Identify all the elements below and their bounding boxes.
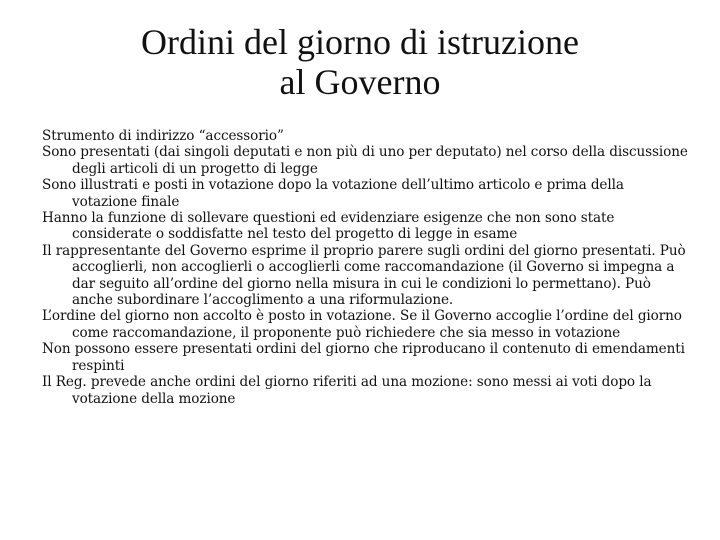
bullet-item: Il rappresentante del Governo esprime il proprio parere sugli ordini del giorno presentati. Può accoglierli, non accoglierli o accoglierli come raccomandazione (il Governo si impegna a dar seguito all’ordine del giorno nella misura in cui le condizioni lo permettano). Può anche subordinare l’accoglimento a una riformulazione. — [42, 242, 686, 309]
slide-title — [40, 22, 680, 102]
slide-title-line-2: al Governo — [279, 62, 441, 102]
slide-title-line-1: Ordini del giorno di istruzione — [141, 22, 579, 62]
bullet-item: Strumento di indirizzo “accessorio” — [42, 128, 284, 144]
bullet-item: Hanno la funzione di sollevare questioni ed evidenziare esigenze che non sono state considerate o soddisfatte nel testo del progetto di legge in esame — [42, 210, 615, 243]
bullet-item: Il Reg. prevede anche ordini del giorno riferiti ad una mozione: sono messi ai voti dopo la votazione della mozione — [42, 374, 652, 407]
bullet-item: L’ordine del giorno non accolto è posto in votazione. Se il Governo accoglie l’ordine del giorno come raccomandazione, il proponente può richiedere che sia messo in votazione — [42, 308, 682, 341]
bullet-item: Non possono essere presentati ordini del giorno che riproducano il contenuto di emendamenti respinti — [42, 341, 685, 374]
bullet-item: Sono illustrati e posti in votazione dopo la votazione dell’ultimo articolo e prima della votazione finale — [42, 177, 624, 210]
bullet-item: Sono presentati (dai singoli deputati e non più di uno per deputato) nel corso della discussione degli articoli di un progetto di legge — [42, 144, 688, 177]
bullet-list — [42, 128, 692, 407]
